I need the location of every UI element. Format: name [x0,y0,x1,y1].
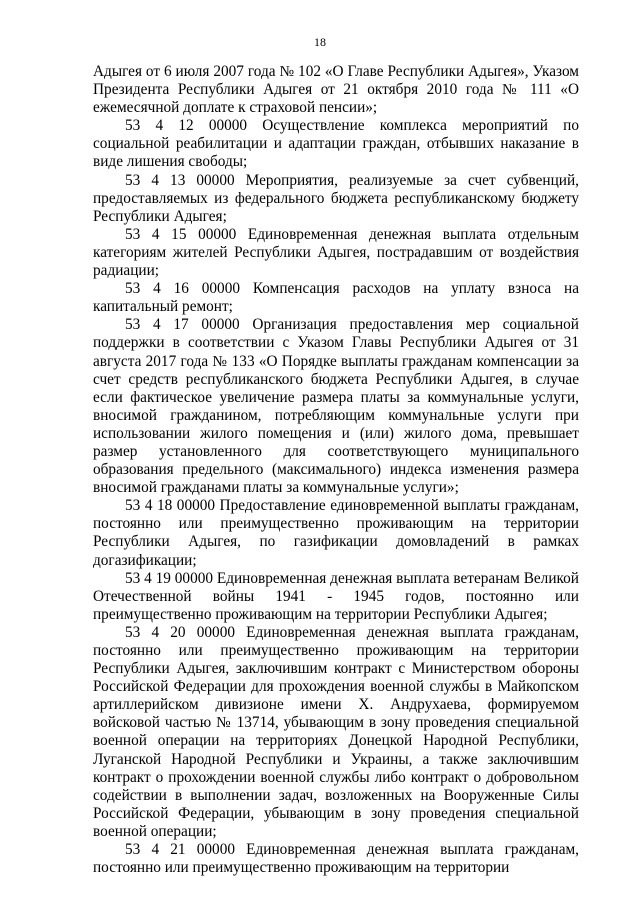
paragraph-53-4-12: 53 4 12 00000 Осуществление комплекса мероприятий по социальной реабилитации и адаптации граждан, отбывших наказание в виде лишения свободы; [93,117,579,171]
paragraph-53-4-21: 53 4 21 00000 Единовременная денежная выплата гражданам, постоянно или преимущественно проживающим на территории [93,841,579,877]
paragraph-53-4-15: 53 4 15 00000 Единовременная денежная выплата отдельным категориям жителей Республики Адыгея, пострадавшим от воздействия радиации; [93,225,579,280]
paragraph-53-4-18: 53 4 18 00000 Предоставление единовременной выплаты гражданам, постоянно или преимущественно проживающим на территории Республики Адыгея, по газификации домовладений в рамках догазификации; [93,497,579,569]
paragraph-53-4-20: 53 4 20 00000 Единовременная денежная выплата гражданам, постоянно или преимущественно проживающим на территории Республики Адыгея, заключившим контракт с Министерством обороны Российской Федерации для прохождения военной службы в Майкопском артиллерийском дивизионе имени Х. Андрухаева, формируемом войсковой частью № 13714, убывающим в зону проведения специальной военной операции на территориях Донецкой Народной Республики, Луганской Народной Республики и Украины, а также заключившим контракт о прохождении военной службы либо контракт о добровольном содействии в выполнении задач, возложенных на Вооруженные Силы Российской Федерации, убывающим в зону проведения специальной военной операции; [93,623,579,840]
paragraph-53-4-13: 53 4 13 00000 Мероприятия, реализуемые за счет субвенций, предоставляемых из федерального бюджета республиканскому бюджету Республики Адыгея; [93,171,579,225]
paragraph-53-4-17: 53 4 17 00000 Организация предоставления мер социальной поддержки в соответствии с Указом Главы Республики Адыгея от 31 августа 2017 года № 133 «О Порядке выплаты гражданам компенсации за счет средств республиканского бюджета Республики Адыгея, в случае если фактическое увеличение размера платы за коммунальные услуги, вносимой гражданином, потребляющим коммунальные услуги при использовании жилого помещения и (или) жилого дома, превышает размер установленного для соответствующего муниципального образования предельного (максимального) индекса изменения размера вносимой гражданами платы за коммунальные услуги»; [93,316,579,497]
paragraph-continuation: Адыгея от 6 июля 2007 года № 102 «О Главе Республики Адыгея», Указом Президента Республики Адыгея от 21 октября 2010 года № 111 «О ежемесячной доплате к страховой пенсии»; [93,63,579,117]
document-body [93,63,579,877]
paragraph-53-4-19: 53 4 19 00000 Единовременная денежная выплата ветеранам Великой Отечественной войны 1941 - 1945 годов, постоянно или преимущественно проживающим на территории Республики Адыгея; [93,569,579,623]
page-number: 18 [314,35,326,49]
paragraph-53-4-16: 53 4 16 00000 Компенсация расходов на уплату взноса на капитальный ремонт; [93,280,579,316]
